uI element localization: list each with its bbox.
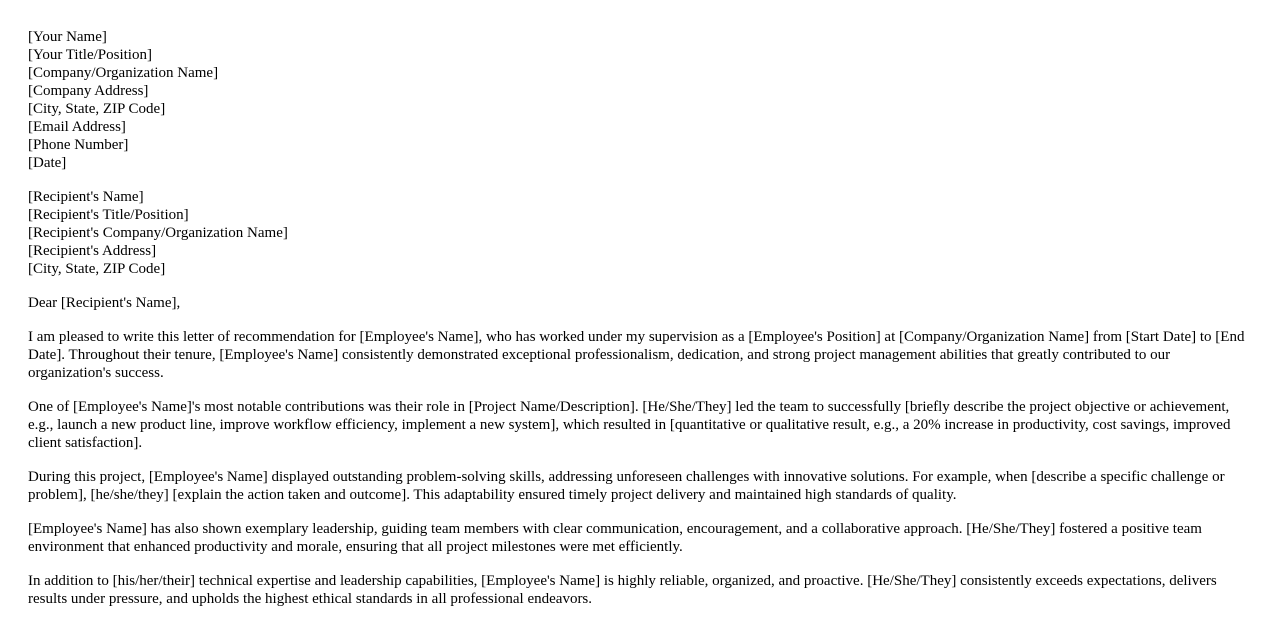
sender-address: [Company Address] (28, 83, 149, 99)
recipient-company: [Recipient's Company/Organization Name] (28, 225, 288, 241)
letter-document (28, 28, 1250, 624)
recipient-title: [Recipient's Title/Position] (28, 207, 189, 223)
recipient-address-block (28, 188, 1250, 278)
sender-address-block (28, 28, 1250, 172)
sender-city-state-zip: [City, State, ZIP Code] (28, 101, 166, 117)
recipient-name: [Recipient's Name] (28, 189, 144, 205)
sender-company: [Company/Organization Name] (28, 65, 219, 81)
body-paragraph: [Employee's Name] has also shown exemplary leadership, guiding team members with clear communication, encouragement, and a collaborative approach. [He/She/They] fostered a positive team environment that enhanced productivity and morale, ensuring that all project milestones were met efficiently. (28, 521, 1202, 555)
recipient-city-state-zip: [City, State, ZIP Code] (28, 261, 166, 277)
sender-name: [Your Name] (28, 29, 107, 45)
body-paragraph: I am pleased to write this letter of recommendation for [Employee's Name], who has worked under my supervision as a [Employee's Position] at [Company/Organization Name] from [Start Date] to [End Date]. Throughout their tenure, [Employee's Name] consistently demonstrated exceptional professionalism, dedication, and strong project management abilities that greatly contributed to our organization's success. (28, 329, 1245, 381)
letter-date: [Date] (28, 155, 67, 171)
recipient-address: [Recipient's Address] (28, 243, 157, 259)
sender-phone: [Phone Number] (28, 137, 129, 153)
sender-email: [Email Address] (28, 119, 126, 135)
salutation: Dear [Recipient's Name], (28, 295, 181, 311)
body-paragraph: One of [Employee's Name]'s most notable contributions was their role in [Project Name/Description]. [He/She/They] led the team to successfully [briefly describe the project objective or achievement, e.g., launch a new product line, improve workflow efficiency, implement a new system], which resulted in [quantitative or qualitative result, e.g., a 20% increase in productivity, cost savings, improved client satisfaction]. (28, 399, 1231, 451)
sender-title: [Your Title/Position] (28, 47, 152, 63)
body-paragraph: In addition to [his/her/their] technical expertise and leadership capabilities, [Employee's Name] is highly reliable, organized, and proactive. [He/She/They] consistently exceeds expectations, delivers results under pressure, and upholds the highest ethical standards in all professional endeavors. (28, 573, 1217, 607)
body-paragraph: During this project, [Employee's Name] displayed outstanding problem-solving skills, addressing unforeseen challenges with innovative solutions. For example, when [describe a specific challenge or problem], [he/she/they] [explain the action taken and outcome]. This adaptability ensured timely project delivery and maintained high standards of quality. (28, 469, 1225, 503)
